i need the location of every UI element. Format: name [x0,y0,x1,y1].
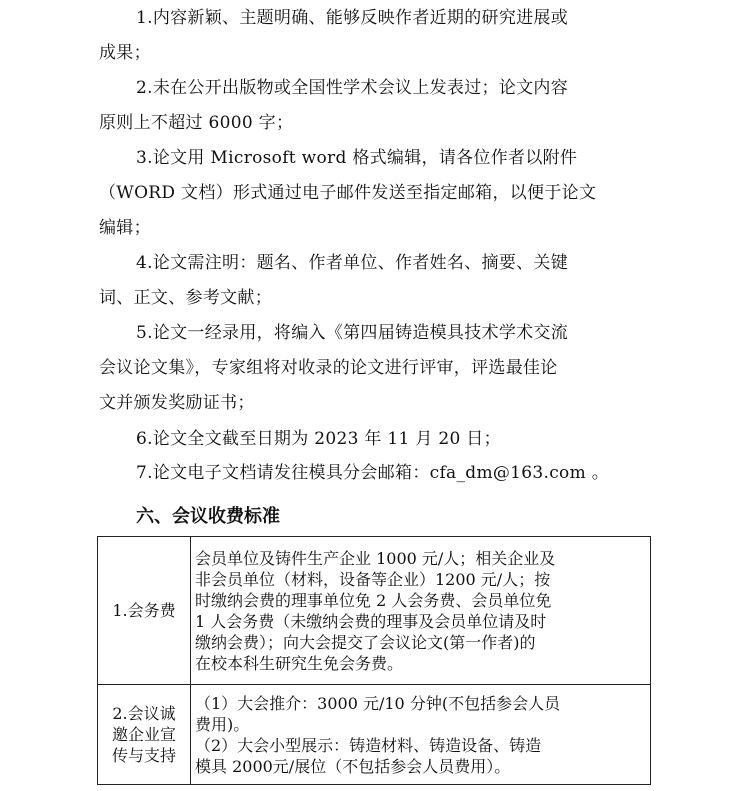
item-1-line-1: 1.内容新颖、主题明确、能够反映作者近期的研究进展或 [136,8,569,28]
fee-content-line: 非会员单位（材料，设备等企业）1200 元/人；按 [195,569,551,589]
item-7-line-1: 7.论文电子文档请发往模具分会邮箱：cfa_dm@163.com 。 [136,463,610,483]
fee-content-line: 费用)。 [195,714,250,734]
item-5-line-2: 会议论文集》，专家组将对收录的论文进行评审，评选最佳论 [99,358,558,378]
table-row [98,537,651,685]
fee-content-line: 缴纳会费）；向大会提交了会议论文(第一作者)的 [195,632,536,652]
item-2-line-2: 原则上不超过 6000 字； [99,113,294,133]
item-6-line-1: 6.论文全文截至日期为 2023 年 11 月 20 日； [136,429,501,449]
fee-content-line: 时缴纳会费的理事单位免 2 人会务费、会员单位免 [195,590,552,610]
fee-content-line: 模具 2000元/展位（不包括参会人员费用）。 [195,756,511,776]
fee-label-line: 1.会务费 [112,601,176,620]
fee-content-line: 1 人会务费（未缴纳会费的理事及会员单位请及时 [195,611,547,631]
fee-content-line: （1）大会推介：3000 元/10 分钟(不包括参会人员 [195,693,561,713]
fee-label-cell [98,537,191,685]
fee-label-cell [98,685,191,785]
item-5-line-1: 5.论文一经录用，将编入《第四届铸造模具技术学术交流 [136,323,569,343]
fee-content-cell [191,685,651,785]
fee-content-cell [191,537,651,685]
fee-content-line: 会员单位及铸件生产企业 1000 元/人；相关企业及 [195,548,556,568]
section-heading-fees: 六、会议收费标准 [136,506,280,527]
item-4-line-1: 4.论文需注明：题名、作者单位、作者姓名、摘要、关键 [136,253,569,273]
fee-content-line: 在校本科生研究生免会务费。 [195,653,404,673]
item-4-line-2: 词、正文、参考文献； [99,288,272,308]
fee-label-line: 邀企业宣 [111,725,176,744]
fee-label-line: 2.会议诚 [112,704,176,723]
fee-table [97,536,651,785]
fee-label-line: 传与支持 [111,746,176,765]
fee-content-line: （2）大会小型展示：铸造材料、铸造设备、铸造 [195,735,542,755]
item-3-line-3: 编辑； [99,218,151,238]
item-2-line-1: 2.未在公开出版物或全国性学术会议上发表过；论文内容 [136,78,569,98]
item-3-line-1: 3.论文用 Microsoft word 格式编辑，请各位作者以附件 [136,148,578,168]
item-1-line-2: 成果； [99,43,151,63]
item-5-line-3: 文并颁发奖励证书； [99,393,255,413]
table-row [98,685,651,785]
item-3-line-2: （WORD 文档）形式通过电子邮件发送至指定邮箱，以便于论文 [99,183,597,203]
